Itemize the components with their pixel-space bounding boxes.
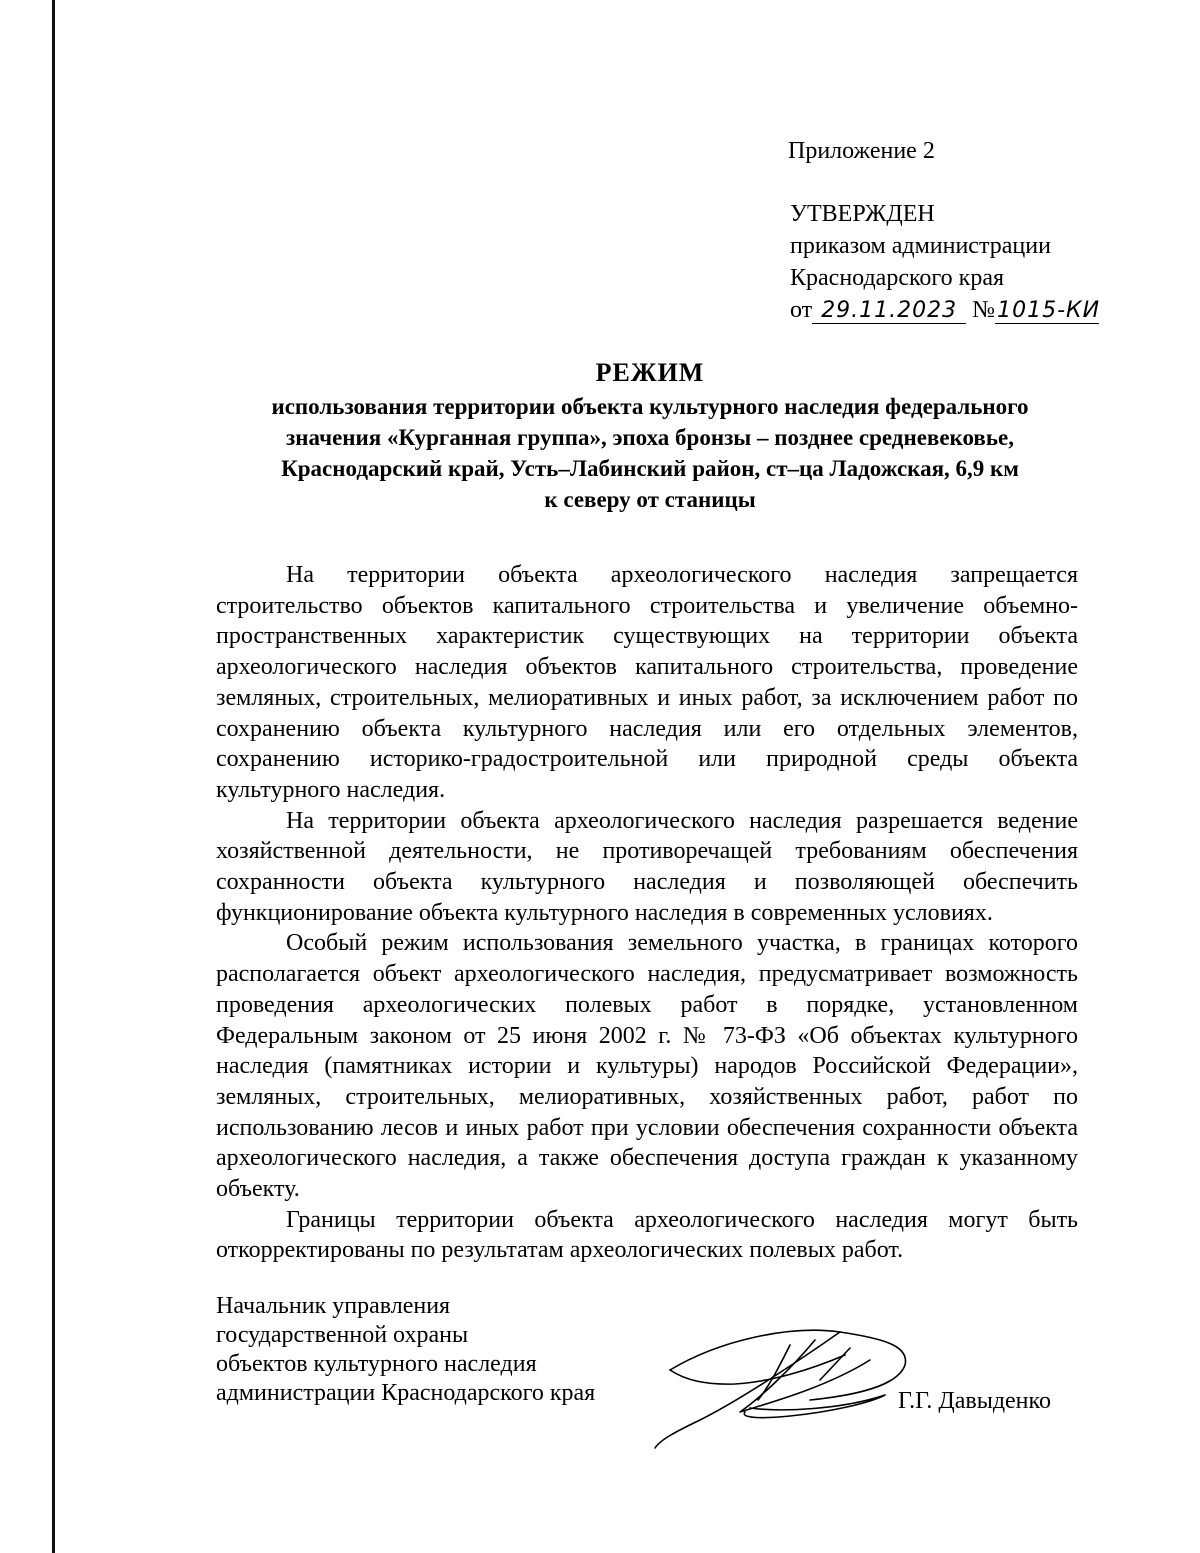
approval-heading: УТВЕРЖДЕН bbox=[790, 201, 935, 227]
paragraph: Особый режим использования земельного участка, в границах которого располагается объект археологического наследия, предусматривает возможность проведения археологических полевых работ в порядке, установленном Федеральным законом от 25 июня 2002 г. № 73-ФЗ «Об объектах культурного наследия (памятниках истории и культуры) народов Российской Федерации», земляных, строительных, мелиоративных, хозяйственных работ, работ по использованию лесов и иных работ при условии обеспечения сохранности объекта археологического наследия, а также обеспечения доступа граждан к указанному объекту. bbox=[216, 930, 1078, 1203]
signer-position-line: объектов культурного наследия bbox=[216, 1351, 537, 1377]
signer-name: Г.Г. Давыденко bbox=[898, 1388, 1051, 1414]
title-subtitle bbox=[200, 391, 1100, 515]
paragraph: На территории объекта археологического наследия запрещается строительство объектов капитального строительства и увеличение объемно-пространственных характеристик существующих на территории объекта археологического наследия объектов капитального строительства, проведение земляных, строительных, мелиоративных и иных работ, за исключением работ по сохранению объекта культурного наследия или его отдельных элементов, сохранению историко-градостроительной или природной среды объекта культурного наследия. bbox=[216, 562, 1078, 803]
approval-stamp bbox=[790, 198, 1099, 326]
scan-edge-line bbox=[52, 0, 55, 1553]
signer-position-line: администрации Краснодарского края bbox=[216, 1380, 596, 1406]
signer-position-line: Начальник управления bbox=[216, 1293, 451, 1319]
document-title bbox=[200, 357, 1100, 515]
date-prefix: от bbox=[790, 297, 813, 323]
title-main: РЕЖИМ bbox=[595, 358, 705, 387]
handwritten-number: 1015-КИ bbox=[997, 298, 1101, 323]
handwritten-date: 29.11.2023 bbox=[812, 299, 966, 324]
paragraph: Границы территории объекта археологического наследия могут быть откорректированы по результатам археологических полевых работ. bbox=[216, 1206, 1078, 1264]
approval-line: Краснодарского края bbox=[790, 265, 1005, 291]
document-body bbox=[216, 560, 1078, 1266]
appendix-label: Приложение 2 bbox=[788, 138, 935, 164]
title-line: к северу от станицы bbox=[544, 487, 756, 512]
title-line: значения «Курганная группа», эпоха бронзы – позднее средневековье, bbox=[286, 425, 1014, 450]
title-line: Краснодарский край, Усть–Лабинский район, ст–ца Ладожская, 6,9 км bbox=[281, 456, 1019, 481]
paragraph: На территории объекта археологического наследия разрешается ведение хозяйственной деятельности, не противоречащей требованиям обеспечения сохранности объекта культурного наследия и позволяющей обеспечить функционирование объекта культурного наследия в современных условиях. bbox=[216, 807, 1078, 926]
title-line: использования территории объекта культурного наследия федерального bbox=[271, 394, 1029, 419]
approval-date-number bbox=[790, 294, 1099, 326]
number-prefix: № bbox=[972, 297, 996, 323]
approval-line: приказом администрации bbox=[790, 233, 1051, 259]
handwritten-signature bbox=[640, 1300, 930, 1450]
signer-position-line: государственной охраны bbox=[216, 1322, 469, 1348]
signer-position bbox=[216, 1292, 595, 1408]
